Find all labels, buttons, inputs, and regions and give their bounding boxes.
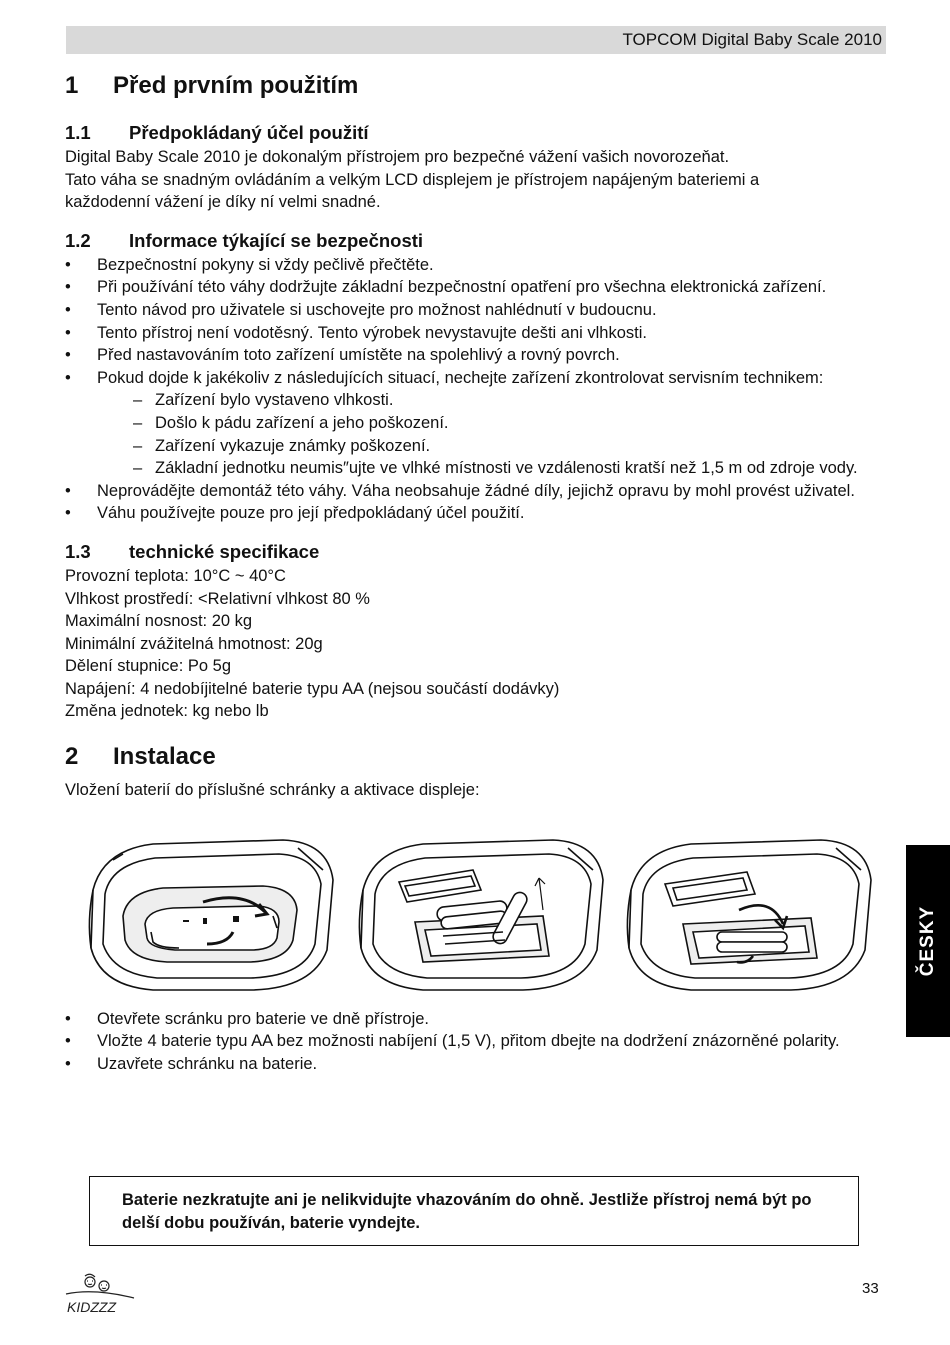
language-side-tab (906, 845, 950, 1037)
spec-line: Změna jednotek: kg nebo lb (65, 702, 269, 721)
header-bar (66, 26, 886, 54)
bullet-icon: • (65, 346, 71, 365)
battery-cover-close-illustration (621, 820, 877, 994)
safety-list (65, 254, 885, 390)
list-item: • Bezpečnostní pokyny si vždy pečlivě přečtěte. (65, 254, 885, 277)
dash-icon: – (133, 391, 143, 410)
subsection-title: Předpokládaný účel použití (129, 122, 369, 143)
spec-line: Vlhkost prostředí: <Relativní vlhkost 80 % (65, 589, 370, 608)
bullet-icon: • (65, 323, 71, 342)
list-item: • Otevřete scránku pro baterie ve dně přístroje. (65, 1008, 885, 1031)
kidzzz-logo (64, 1272, 136, 1316)
subsection-number: 1.1 (65, 122, 91, 143)
logo-text: KIDZZZ (67, 1299, 116, 1315)
bullet-icon: • (65, 300, 71, 319)
section-number: 2 (65, 743, 79, 771)
section-title: Před prvním použitím (113, 72, 359, 99)
subsection-number: 1.3 (65, 540, 91, 562)
subsection-number: 1.2 (65, 229, 91, 251)
bullet-icon: • (65, 504, 71, 523)
bullet-icon: • (65, 1032, 71, 1051)
spec-line: Dělení stupnice: Po 5g (65, 657, 232, 676)
installation-intro: Vložení baterií do příslušné schránky a aktivace displeje: (65, 781, 480, 800)
spec-line: Minimální zvážitelná hmotnost: 20g (65, 634, 323, 653)
list-item: – Došlo k pádu zařízení a jeho poškození. (65, 412, 885, 435)
dash-icon: – (133, 436, 143, 455)
bullet-icon: • (65, 368, 71, 387)
bullet-icon: • (65, 278, 71, 297)
dash-icon: – (133, 459, 143, 478)
spec-line: Provozní teplota: 10°C ~ 40°C (65, 566, 286, 585)
header-title: TOPCOM Digital Baby Scale 2010 (622, 30, 882, 49)
section-title: Instalace (113, 743, 216, 771)
section-number: 1 (65, 72, 79, 99)
dash-icon: – (133, 413, 143, 432)
section-1-heading (65, 64, 885, 108)
section-2-heading (65, 735, 885, 779)
list-item: – Zařízení vykazuje známky poškození. (65, 435, 885, 458)
list-item: – Zařízení bylo vystaveno vlhkosti. (65, 389, 885, 412)
subsection-1-2-heading (65, 228, 885, 254)
spec-line: Napájení: 4 nedobíjitelné baterie typu AA (nejsou součástí dodávky) (65, 679, 560, 698)
installation-steps-list (65, 1008, 885, 1076)
list-item: • Neprovádějte demontáž této váhy. Váha neobsahuje žádné díly, jejichž opravu by mohl provést uživatel. (65, 480, 885, 503)
list-item: • Tento přístroj není vodotěsný. Tento výrobek nevystavujte dešti ani vlhkosti. (65, 322, 885, 345)
bullet-icon: • (65, 481, 71, 500)
list-item: • Pokud dojde k jakékoliv z následujících situací, nechejte zařízení zkontrolovat servisním technikem: (65, 367, 885, 390)
list-item: • Váhu používejte pouze pro její předpokládaný účel použití. (65, 502, 885, 525)
subsection-title: technické specifikace (129, 540, 320, 562)
intended-use-line: Digital Baby Scale 2010 je dokonalým přístrojem pro bezpečné vážení vašich novorozeňat. (65, 148, 730, 166)
bullet-icon: • (65, 255, 71, 274)
page-number: 33 (862, 1280, 879, 1297)
language-label: ČESKY (917, 905, 938, 977)
list-item: • Vložte 4 baterie typu AA bez možnosti nabíjení (1,5 V), přitom dbejte na dodržení znázorněné polarity. (65, 1030, 885, 1053)
list-item: • Uzavřete schránku na baterie. (65, 1053, 885, 1076)
intended-use-line: Tato váha se snadným ovládáním a velkým LCD displejem je přístrojem napájeným bateriemi a (65, 170, 760, 189)
list-item: – Základní jednotku neumis″ujte ve vlhké místnosti ve vzdálenosti kratší než 1,5 m od zdroje vody. (65, 457, 885, 480)
subsection-1-3-heading (65, 539, 885, 565)
battery-cover-closed-illustration (83, 820, 339, 994)
bullet-icon: • (65, 1009, 71, 1028)
list-item: • Tento návod pro uživatele si uschovejte pro možnost nahlédnutí v budoucnu. (65, 299, 885, 322)
list-item: • Před nastavováním toto zařízení umístěte na spolehlivý a rovný povrch. (65, 344, 885, 367)
subsection-title: Informace týkající se bezpečnosti (129, 229, 424, 251)
subsection-1-1-heading (65, 120, 885, 146)
battery-illustrations (65, 812, 885, 1002)
page-content (65, 64, 885, 1075)
service-conditions-list (65, 389, 885, 479)
bullet-icon: • (65, 1054, 71, 1073)
intended-use-line: každodenní vážení je díky ní velmi snadné. (65, 193, 381, 212)
spec-line: Maximální nosnost: 20 kg (65, 612, 253, 631)
safety-list-continued (65, 480, 885, 525)
battery-warning-box: Baterie nezkratujte ani je nelikvidujte vhazováním do ohně. Jestliže přístroj nemá být po delší dobu používán, baterie vyndejte. (89, 1176, 859, 1246)
battery-insert-illustration (353, 820, 609, 994)
list-item: • Při používání této váhy dodržujte základní bezpečnostní opatření pro všechna elektronická zařízení. (65, 276, 885, 299)
